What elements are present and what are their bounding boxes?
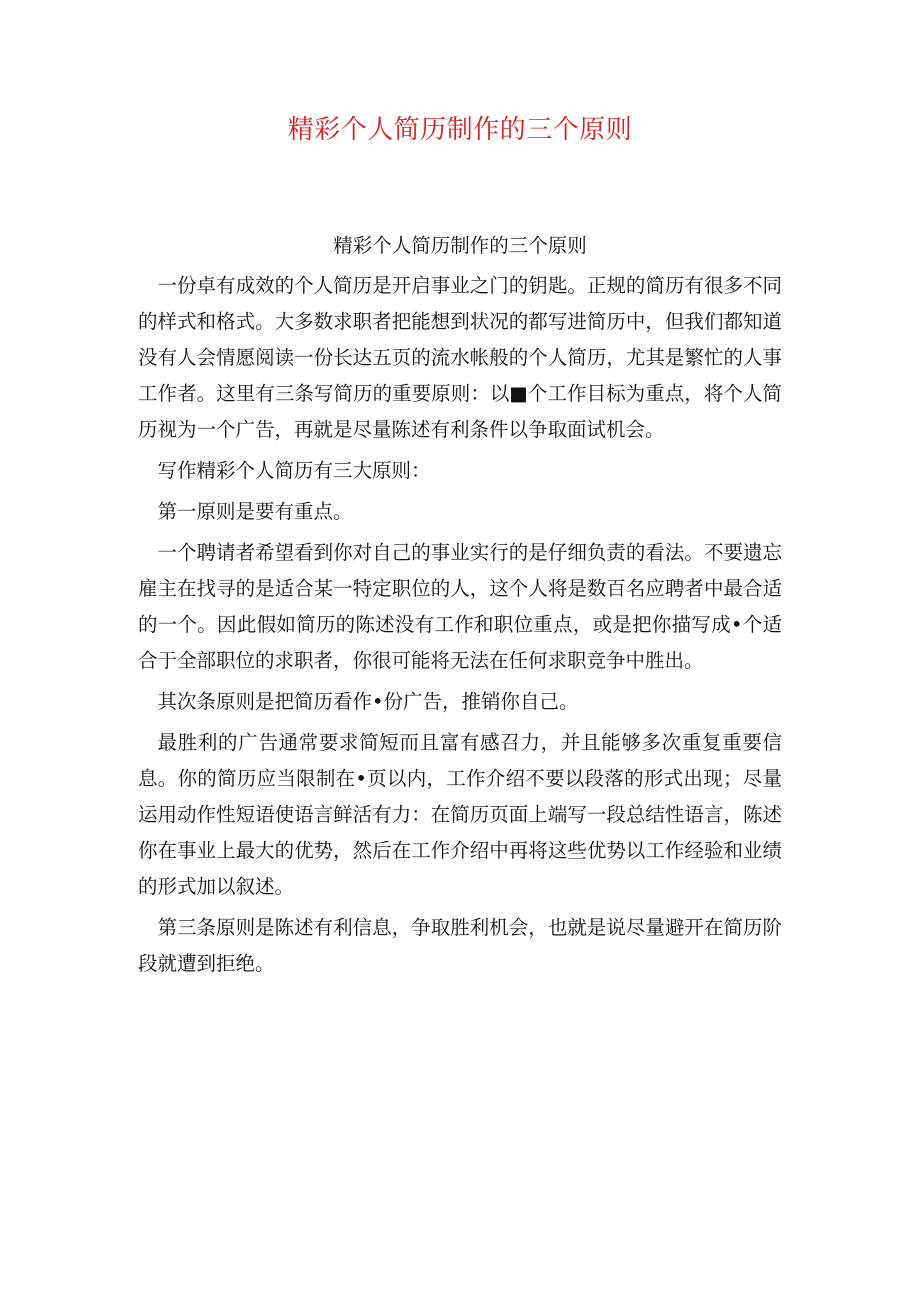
document-body [138,228,782,987]
paragraph-first-principle: 第一原则是要有重点。 [157,500,353,523]
paragraph-principles-heading: 写作精彩个人简历有三大原则： [157,459,431,482]
document-subtitle: 精彩个人简历制作的三个原则 [333,234,587,257]
paragraph-third-principle: 第三条原则是陈述有利信息，争取胜利机会，也就是说尽量避开在简历阶段就遭到拒绝。 [138,916,782,975]
paragraph-intro: 一份卓有成效的个人简历是开启事业之门的钥匙。正规的简历有很多不同的样式和格式。大多数求职者把能想到状况的都写进简历中，但我们都知道没有人会情愿阅读一份长达五页的流水帐般的个人简历，尤其是繁忙的人事工作者。这里有三条写简历的重要原则：以■个工作目标为重点，将个人简历视为一个广告，再就是尽量陈述有利条件以争取面试机会。 [138,274,782,441]
paragraph-second-principle: 其次条原则是把简历看作•份广告，推销你自己。 [157,690,579,713]
paragraph-first-principle-detail: 一个聘请者希望看到你对自己的事业实行的是仔细负责的看法。不要遗忘雇主在找寻的是适合某一特定职位的人，这个人将是数百名应聘者中最合适的一个。因此假如简历的陈述没有工作和职位重点，或是把你描写成•个适合于全部职位的求职者，你很可能将无法在任何求职竞争中胜出。 [138,541,782,672]
paragraph-second-principle-detail: 最胜利的广告通常要求简短而且富有感召力，并且能够多次重复重要信息。你的简历应当限制在•页以内，工作介绍不要以段落的形式出现；尽量运用动作性短语使语言鲜活有力：在简历页面上端写一段总结性语言，陈述你在事业上最大的优势，然后在工作介绍中再将这些优势以工作经验和业绩的形式加以叙述。 [138,731,782,898]
document-title: 精彩个人简历制作的三个原则 [287,115,633,145]
